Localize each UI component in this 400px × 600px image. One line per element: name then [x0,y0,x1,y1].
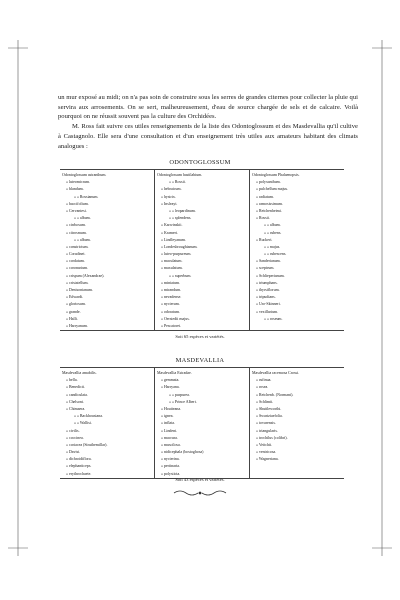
list-entry: » Wagneriana. [256,456,279,462]
list-entry: » Schlieperianum. [256,272,285,278]
list-entry: » odoratum. [161,308,181,314]
list-entry: » polyxanthum. [256,179,281,185]
list-entry: » gemmata. [161,377,180,383]
list-entry: » ignea. [161,413,174,419]
list-entry: » » splendens. [169,215,192,221]
list-entry: » Sanderianum. [256,258,281,264]
odontoglossum-count: Soit 65 espèces et variétés. [175,334,225,339]
list-entry: » » leopardinum. [169,207,196,213]
list-entry: » » Backhousiana. [74,413,103,419]
intro-paragraph-2: M. Ross fait suivre ces utiles renseignements de la liste des Odontoglossum et des Masdevallia qu'il cultive à Castagnolo. Elle sera d'une consultation et d'un enseignement très utiles aux amateurs habitant des climats analogues : [58,123,358,150]
list-entry: » Chelsoni. [66,398,84,404]
list-entry: Odontoglossum astranthum. [62,172,107,177]
list-entry: Masdevallia racemosa Crossi. [252,370,300,375]
list-entry: » tovarensis. [256,420,276,426]
list-entry: » civilis. [66,427,80,433]
list-entry: » Coradinei. [66,251,86,257]
list-entry: » » roseum. [264,315,283,321]
list-entry: » Lindleyanum. [161,236,186,242]
list-entry: » Uro-Skinneri. [256,301,281,307]
list-entry: » Lindeni. [161,427,178,433]
list-entry: » Londesbroughianum. [161,243,198,249]
list-entry: » gloriosum. [66,301,86,307]
list-entry: » cirrhosum. [66,222,86,228]
list-entry: » Houtteana. [161,405,182,411]
list-entry: » Oerstedii majus. [161,315,190,321]
list-entry: » hystrix. [161,193,176,199]
list-entry: » macrura. [161,434,178,440]
masdevallia-list [60,367,344,479]
list-entry: » » album. [74,215,91,221]
list-entry: » Krameri. [161,229,179,235]
list-entry: » coriacea (Struthemillar). [66,441,108,447]
list-entry: » mirandum. [161,287,182,292]
list-entry: » pulchellum majus. [256,186,289,192]
list-entry: » luteo-purpureum. [161,251,192,257]
list-entry: » cristatellum. [66,279,89,285]
list-entry: » thyrsiflorum. [256,287,280,292]
list-entry: Masdevallia Estradae. [157,370,192,375]
list-entry: » triumphans. [256,279,278,285]
list-entry: » blandum. [66,186,84,192]
list-entry: » Pescatorei. [161,322,182,328]
list-entry: » constrictum. [66,243,89,249]
list-entry: » coccinea. [66,434,84,440]
list-entry: » nycterum. [161,301,180,307]
list-entry: » » rubens. [264,229,282,235]
list-entry: » Reichenheimi. [256,207,282,213]
list-entry: » Cervantesi. [66,207,87,213]
list-entry: » Chimaera. [66,405,86,411]
list-entry: » » Wallisi. [74,420,92,426]
list-entry: » crispum (Alexandrae). [66,272,105,278]
list-entry: Masdevallia amabilis. [62,370,97,375]
list-entry: » elephanticeps. [66,463,92,469]
list-entry: » Harryanum. [66,322,88,328]
list-entry: » coronarium. [66,265,89,271]
intro-paragraph-1: un mur exposé au midi; on n'a pas soin de construire sous les serres de grandes citernes pour collecter la pluie qui servira aux arrosements. On se sert, malheureusement, d'eau de source chargée de sels et de calcaire. Voilà pourquoi on ne réussit souvent pas la culture des Orchidées. [58,94,358,121]
list-entry: » nidicephala (bostoghosa) [161,449,204,455]
list-entry: » candiculata. [66,391,88,397]
list-entry: » muscilosa. [161,441,181,447]
list-entry: » Shuttleworthi. [256,405,282,411]
odontoglossum-column-1 [60,170,154,330]
list-entry: » Swartziaefolia. [256,413,283,419]
list-entry: » nevadense. [161,294,182,300]
list-entry: » luteomicrum. [66,179,91,185]
odontoglossum-heading: ODONTOGLOSSUM [169,159,231,166]
list-entry: » polysticta. [161,470,181,476]
list-entry: » » Prince Albert. [169,398,197,404]
list-entry: » bella. [66,377,78,383]
list-entry [252,462,342,469]
list-entry: » miniatum. [161,279,181,285]
intro-text [58,93,358,151]
list-entry: » Schlimii. [256,398,274,404]
list-entry: » Karwinskii. [161,222,183,228]
list-entry: » tripudians. [256,294,276,300]
list-entry: » radiatum. [256,193,274,199]
list-entry: » inflata. [161,420,175,426]
list-entry: » Benedicti. [66,384,86,390]
list-entry: » erythrochaete. [66,470,92,476]
list-entry: » Reichenb. (Normani). [256,391,294,397]
list-entry: » nycterina. [161,456,180,462]
list-entry: » grande. [66,308,81,314]
list-entry: Odontoglossum hastilabium. [157,172,203,177]
list-entry: » rosea. [256,384,269,390]
list-entry: » » superbum. [169,272,192,278]
list-entry: » maxulatum. [161,265,183,271]
list-entry: » ventricosa. [256,449,277,455]
list-entry: » ramosissimum. [256,200,283,206]
list-entry: Odontoglossum Phalaenopsis. [252,172,300,177]
list-entry: » Rossii. [256,215,270,221]
list-entry: » Denisonianum. [66,287,93,292]
masdevallia-column-1 [60,368,154,478]
list-entry: » Davisi. [66,449,81,455]
odontoglossum-column-2 [154,170,249,330]
list-entry: » » album. [74,236,91,242]
list-entry: » vexillarium. [256,308,279,314]
list-entry: » Ruckeri. [256,236,273,242]
list-entry [252,322,342,329]
list-entry: » Halli. [66,315,78,321]
list-entry: » Insleayi. [161,200,178,206]
list-entry: » sceptrum. [256,265,275,271]
masdevallia-column-3 [249,368,344,478]
list-entry: » » majus. [264,243,281,249]
list-entry: » maculatum. [161,258,183,264]
list-entry: » triangularis. [256,427,278,433]
list-entry [252,470,342,477]
list-entry: » dichroidiflora. [66,456,92,462]
list-entry: » trochilus (colibri). [256,434,288,440]
list-entry: » » Rossii. [169,179,186,185]
masdevallia-heading: MASDEVALLIA [175,357,225,364]
list-entry: » » Rossianum. [74,193,99,199]
odontoglossum-column-3 [249,170,344,330]
list-entry: » Harryana. [161,384,180,390]
list-entry: » Veitchii. [256,441,273,447]
list-entry: » pertinaria. [161,463,181,469]
masdevallia-column-2 [154,368,249,478]
list-entry: » Edwardi. [66,294,84,300]
odontoglossum-list [60,169,344,331]
list-entry: » » rubescens. [264,251,287,257]
ornament-divider [172,489,228,497]
list-entry: » cordatum. [66,258,85,264]
list-entry: » hebraicum. [161,186,182,192]
list-entry: » rufinua. [256,377,272,383]
masdevallia-count: Soit 43 espèces et variétés. [175,477,225,482]
list-entry: » baccifolium. [66,200,89,206]
list-entry: » citrosmum. [66,229,87,235]
list-entry: » » purpurea. [169,391,190,397]
list-entry: » » album. [264,222,281,228]
